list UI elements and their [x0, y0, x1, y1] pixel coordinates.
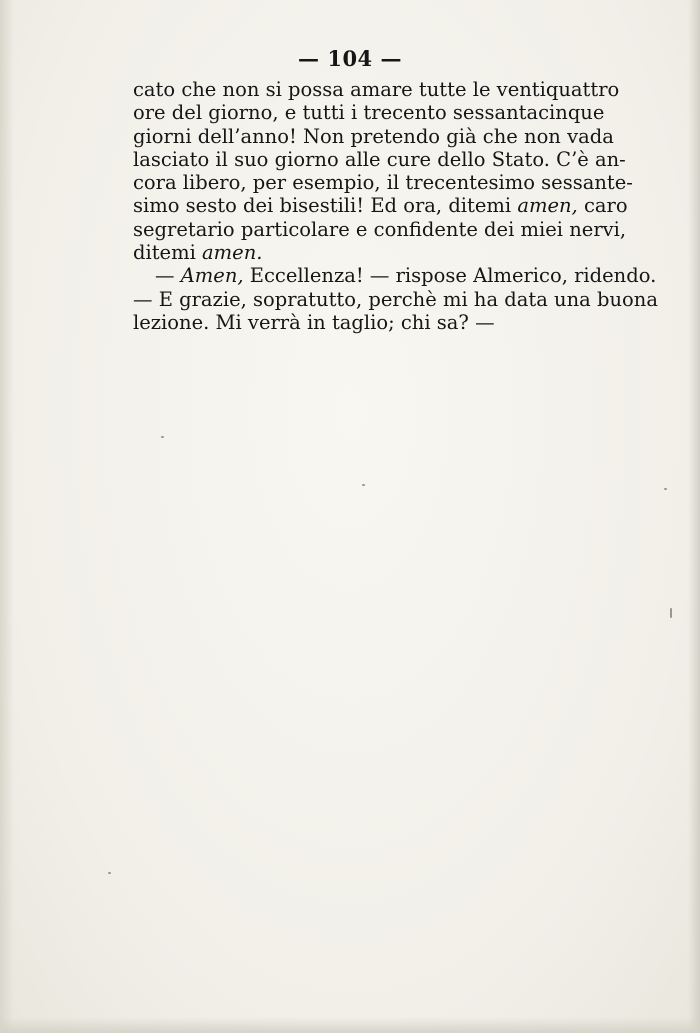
text-run: lezione. Mi verrà in taglio; chi sa? —: [133, 310, 495, 334]
text-line: [133, 101, 605, 125]
text-line: [133, 217, 627, 241]
text-run: Eccellenza! — rispose Almerico, ridendo.: [243, 264, 657, 288]
text-run: —: [155, 264, 181, 288]
text-run: cora libero, per esempio, il trecentesimo sessante-: [133, 171, 633, 195]
text-run: caro: [577, 194, 628, 218]
text-run: cato che non si possa amare tutte le ventiquattro: [133, 78, 620, 101]
text-run: lasciato il suo giorno alle cure dello Stato. C’è an-: [133, 147, 626, 171]
text-line: [133, 78, 620, 101]
paper-speck: [108, 872, 111, 874]
text-run: — E grazie, sopratutto, perchè mi ha data una buona: [133, 287, 658, 311]
text-line: [133, 264, 657, 288]
text-line: [133, 287, 658, 311]
page-number: — 104 —: [298, 46, 402, 71]
text-line: [133, 241, 599, 264]
paper-speck: [161, 436, 164, 438]
page-edge-shadow-bottom: [0, 1017, 700, 1033]
text-line: [133, 311, 599, 334]
text-run: ore del giorno, e tutti i trecento sessantacinque: [133, 101, 605, 125]
text-line: [133, 171, 633, 195]
text-line: [133, 147, 626, 171]
text-line: [133, 124, 614, 148]
text-run: simo sesto dei bisestili! Ed ora, ditemi: [133, 194, 518, 218]
italic-word: amen.: [202, 241, 263, 265]
text-run: giorni dell’anno! Non pretendo già che non vada: [133, 124, 614, 148]
italic-word: amen,: [517, 194, 578, 218]
text-run: segretario particolare e confidente dei miei nervi,: [133, 217, 627, 241]
paper-speck: [362, 484, 365, 486]
page-edge-shadow-left: [0, 0, 14, 1033]
text-run: ditemi: [133, 241, 203, 265]
paper-speck: [664, 488, 667, 490]
page-edge-shadow-right: [688, 0, 700, 1033]
text-line: [133, 194, 628, 218]
paper-speck: [670, 608, 672, 618]
body-text: [133, 78, 658, 334]
italic-word: Amen,: [180, 264, 244, 288]
